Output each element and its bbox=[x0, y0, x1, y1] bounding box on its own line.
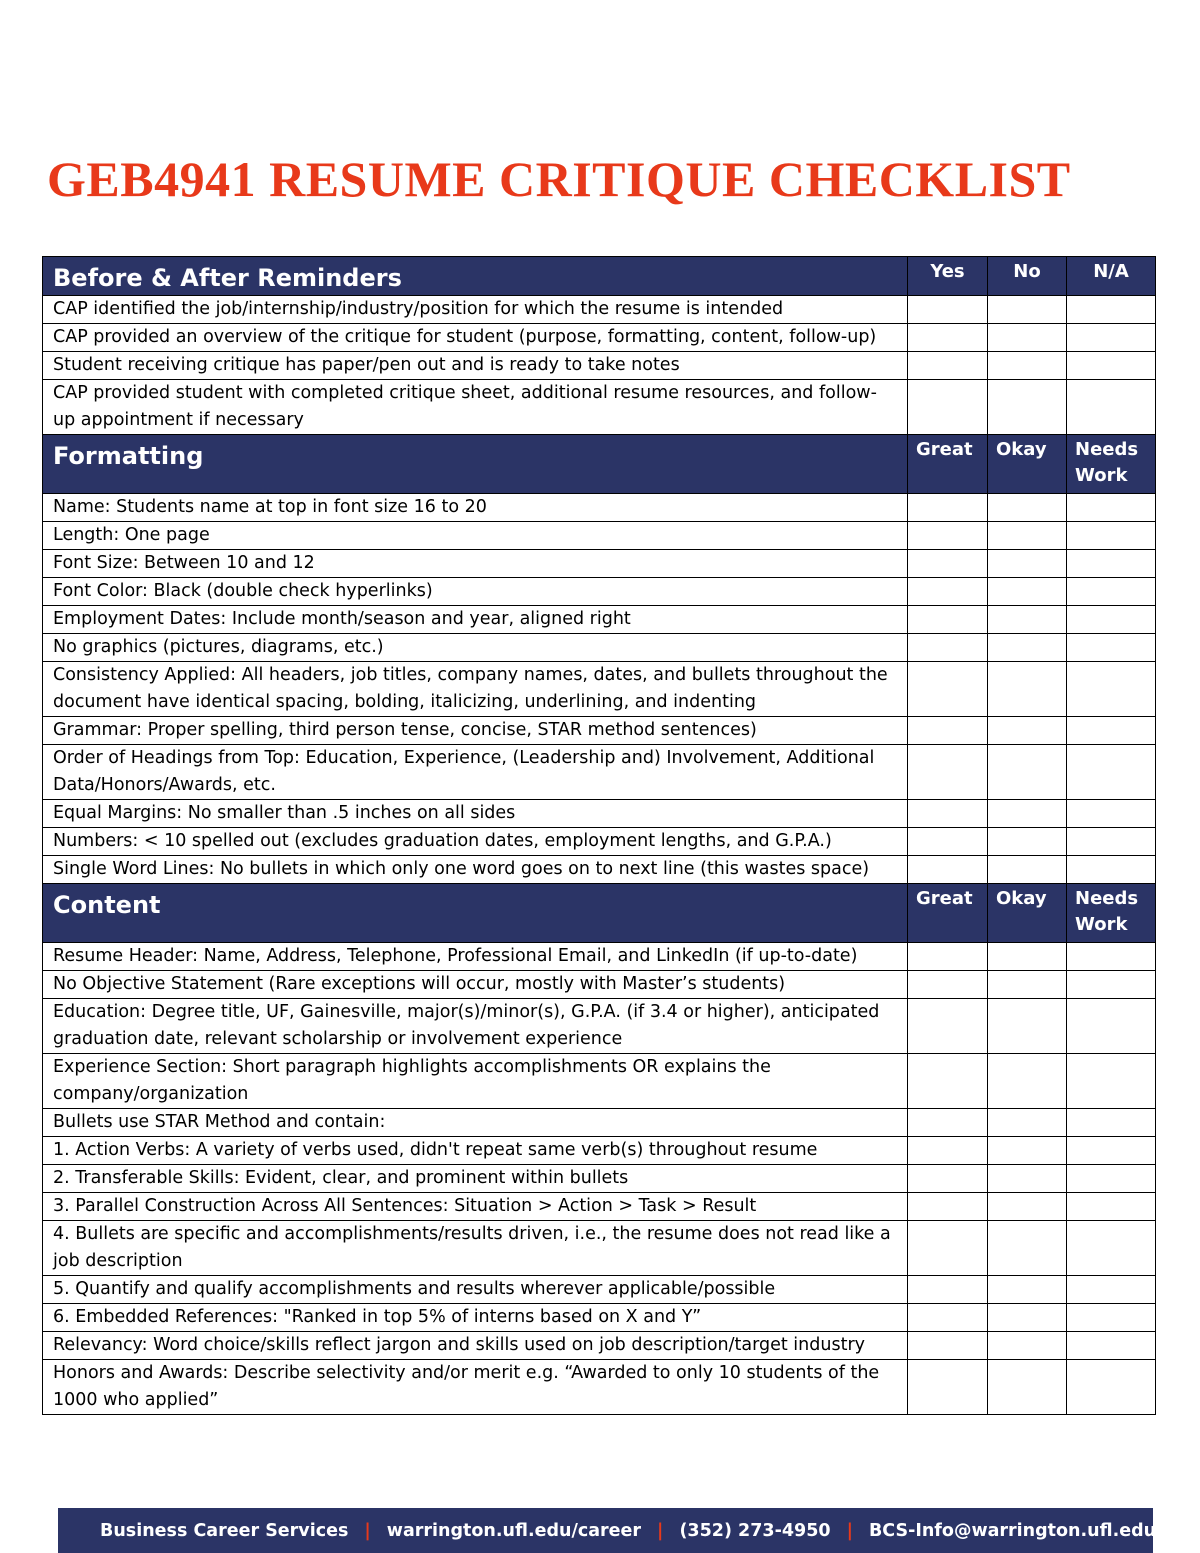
checklist-row bbox=[43, 856, 1156, 884]
checklist-row bbox=[43, 324, 1156, 352]
rating-checkbox-cell[interactable] bbox=[908, 578, 988, 606]
rating-checkbox-cell[interactable] bbox=[908, 971, 988, 999]
rating-checkbox-cell[interactable] bbox=[1067, 606, 1156, 634]
checklist-item-text: 4. Bullets are specific and accomplishments/results driven, i.e., the resume does not read like a job description bbox=[43, 1221, 908, 1276]
rating-checkbox-cell[interactable] bbox=[908, 745, 988, 800]
checklist-item-text: Employment Dates: Include month/season and year, aligned right bbox=[43, 606, 908, 634]
checklist-row bbox=[43, 522, 1156, 550]
checklist-item-text: Order of Headings from Top: Education, Experience, (Leadership and) Involvement, Additional Data/Honors/Awards, etc. bbox=[43, 745, 908, 800]
checklist-row bbox=[43, 578, 1156, 606]
rating-checkbox-cell[interactable] bbox=[908, 717, 988, 745]
rating-checkbox-cell[interactable] bbox=[1067, 1193, 1156, 1221]
rating-checkbox-cell[interactable] bbox=[988, 999, 1067, 1054]
rating-checkbox-cell[interactable] bbox=[988, 352, 1067, 380]
rating-checkbox-cell[interactable] bbox=[1067, 550, 1156, 578]
rating-checkbox-cell[interactable] bbox=[1067, 662, 1156, 717]
rating-checkbox-cell[interactable] bbox=[1067, 1276, 1156, 1304]
rating-checkbox-cell[interactable] bbox=[908, 999, 988, 1054]
checklist-item-text: Experience Section: Short paragraph highlights accomplishments OR explains the company/organization bbox=[43, 1054, 908, 1109]
checklist-row bbox=[43, 943, 1156, 971]
rating-checkbox-cell[interactable] bbox=[1067, 296, 1156, 324]
checklist-row bbox=[43, 1054, 1156, 1109]
rating-checkbox-cell[interactable] bbox=[908, 800, 988, 828]
checklist-row bbox=[43, 1193, 1156, 1221]
checklist-row bbox=[43, 1332, 1156, 1360]
checklist-item-text: Resume Header: Name, Address, Telephone, Professional Email, and LinkedIn (if up-to-date) bbox=[43, 943, 908, 971]
rating-checkbox-cell[interactable] bbox=[1067, 717, 1156, 745]
checklist-item-text: No graphics (pictures, diagrams, etc.) bbox=[43, 634, 908, 662]
rating-checkbox-cell[interactable] bbox=[908, 1360, 988, 1415]
checklist-item-text: Relevancy: Word choice/skills reflect jargon and skills used on job description/target industry bbox=[43, 1332, 908, 1360]
rating-checkbox-cell[interactable] bbox=[1067, 999, 1156, 1054]
rating-checkbox-cell[interactable] bbox=[1067, 828, 1156, 856]
checklist-row bbox=[43, 1276, 1156, 1304]
checklist-item-text: Equal Margins: No smaller than .5 inches on all sides bbox=[43, 800, 908, 828]
rating-column-header: N/A bbox=[1067, 257, 1156, 296]
rating-column-header: Okay bbox=[988, 884, 1067, 943]
rating-checkbox-cell[interactable] bbox=[908, 943, 988, 971]
footer-email-link[interactable]: BCS-Info@warrington.ufl.edu bbox=[868, 1520, 1157, 1541]
rating-checkbox-cell[interactable] bbox=[988, 662, 1067, 717]
checklist-item-text: Student receiving critique has paper/pen out and is ready to take notes bbox=[43, 352, 908, 380]
checklist-row bbox=[43, 1304, 1156, 1332]
page-title: GEB4941 RESUME CRITIQUE CHECKLIST bbox=[47, 151, 1071, 207]
checklist-item-text: CAP provided student with completed critique sheet, additional resume resources, and follow-up appointment if necessary bbox=[43, 380, 908, 435]
rating-checkbox-cell[interactable] bbox=[1067, 380, 1156, 435]
checklist-item-text: CAP provided an overview of the critique for student (purpose, formatting, content, follow-up) bbox=[43, 324, 908, 352]
rating-checkbox-cell[interactable] bbox=[908, 606, 988, 634]
rating-checkbox-cell[interactable] bbox=[988, 494, 1067, 522]
rating-checkbox-cell[interactable] bbox=[908, 494, 988, 522]
rating-checkbox-cell[interactable] bbox=[1067, 578, 1156, 606]
rating-checkbox-cell[interactable] bbox=[988, 1360, 1067, 1415]
checklist-item-text: 3. Parallel Construction Across All Sentences: Situation > Action > Task > Result bbox=[43, 1193, 908, 1221]
checklist-item-text: Bullets use STAR Method and contain: bbox=[43, 1109, 908, 1137]
checklist-item-text: CAP identified the job/internship/industry/position for which the resume is intended bbox=[43, 296, 908, 324]
footer-separator: | bbox=[657, 1520, 664, 1541]
rating-column-header: Needs Work bbox=[1067, 435, 1156, 494]
rating-checkbox-cell[interactable] bbox=[908, 1221, 988, 1276]
rating-checkbox-cell[interactable] bbox=[988, 1137, 1067, 1165]
checklist-row bbox=[43, 999, 1156, 1054]
rating-checkbox-cell[interactable] bbox=[1067, 1304, 1156, 1332]
section-heading: Content bbox=[43, 884, 908, 943]
rating-checkbox-cell[interactable] bbox=[908, 1109, 988, 1137]
section-header-row bbox=[43, 435, 1156, 494]
rating-checkbox-cell[interactable] bbox=[1067, 352, 1156, 380]
rating-checkbox-cell[interactable] bbox=[988, 522, 1067, 550]
rating-checkbox-cell[interactable] bbox=[988, 828, 1067, 856]
rating-checkbox-cell[interactable] bbox=[908, 324, 988, 352]
checklist-item-text: Grammar: Proper spelling, third person tense, concise, STAR method sentences) bbox=[43, 717, 908, 745]
rating-checkbox-cell[interactable] bbox=[1067, 1137, 1156, 1165]
rating-checkbox-cell[interactable] bbox=[988, 800, 1067, 828]
rating-checkbox-cell[interactable] bbox=[1067, 745, 1156, 800]
rating-checkbox-cell[interactable] bbox=[988, 971, 1067, 999]
rating-column-header: Needs Work bbox=[1067, 884, 1156, 943]
rating-column-header: Yes bbox=[908, 257, 988, 296]
rating-checkbox-cell[interactable] bbox=[908, 828, 988, 856]
rating-checkbox-cell[interactable] bbox=[1067, 800, 1156, 828]
rating-checkbox-cell[interactable] bbox=[988, 296, 1067, 324]
checklist-row bbox=[43, 1360, 1156, 1415]
rating-checkbox-cell[interactable] bbox=[1067, 1360, 1156, 1415]
checklist-item-text: 5. Quantify and qualify accomplishments and results wherever applicable/possible bbox=[43, 1276, 908, 1304]
rating-checkbox-cell[interactable] bbox=[988, 634, 1067, 662]
checklist-item-text: Education: Degree title, UF, Gainesville, major(s)/minor(s), G.P.A. (if 3.4 or higher), anticipated graduation date, relevant scholarship or involvement experience bbox=[43, 999, 908, 1054]
rating-checkbox-cell[interactable] bbox=[908, 662, 988, 717]
rating-checkbox-cell[interactable] bbox=[1067, 1109, 1156, 1137]
section-heading: Formatting bbox=[43, 435, 908, 494]
checklist-row bbox=[43, 662, 1156, 717]
rating-checkbox-cell[interactable] bbox=[1067, 1054, 1156, 1109]
checklist-row bbox=[43, 828, 1156, 856]
rating-checkbox-cell[interactable] bbox=[908, 856, 988, 884]
checklist-item-text: Length: One page bbox=[43, 522, 908, 550]
rating-checkbox-cell[interactable] bbox=[908, 1304, 988, 1332]
checklist-row bbox=[43, 1165, 1156, 1193]
checklist-item-text: Single Word Lines: No bullets in which only one word goes on to next line (this wastes space) bbox=[43, 856, 908, 884]
rating-checkbox-cell[interactable] bbox=[988, 745, 1067, 800]
rating-checkbox-cell[interactable] bbox=[988, 856, 1067, 884]
checklist-row bbox=[43, 800, 1156, 828]
rating-checkbox-cell[interactable] bbox=[988, 1109, 1067, 1137]
rating-checkbox-cell[interactable] bbox=[1067, 856, 1156, 884]
rating-checkbox-cell[interactable] bbox=[908, 1276, 988, 1304]
rating-column-header: Okay bbox=[988, 435, 1067, 494]
rating-checkbox-cell[interactable] bbox=[988, 1054, 1067, 1109]
checklist-row bbox=[43, 352, 1156, 380]
rating-checkbox-cell[interactable] bbox=[988, 606, 1067, 634]
checklist-row bbox=[43, 971, 1156, 999]
section-header-row bbox=[43, 257, 1156, 296]
rating-checkbox-cell[interactable] bbox=[908, 634, 988, 662]
checklist-row bbox=[43, 717, 1156, 745]
rating-checkbox-cell[interactable] bbox=[1067, 634, 1156, 662]
checklist-item-text: Font Color: Black (double check hyperlinks) bbox=[43, 578, 908, 606]
checklist-table bbox=[42, 256, 1156, 1415]
checklist-row bbox=[43, 494, 1156, 522]
checklist-row bbox=[43, 1221, 1156, 1276]
footer-bar bbox=[58, 1508, 1157, 1553]
rating-checkbox-cell[interactable] bbox=[1067, 943, 1156, 971]
rating-checkbox-cell[interactable] bbox=[908, 1165, 988, 1193]
rating-checkbox-cell[interactable] bbox=[908, 550, 988, 578]
rating-checkbox-cell[interactable] bbox=[1067, 522, 1156, 550]
checklist-item-text: 6. Embedded References: "Ranked in top 5% of interns based on X and Y” bbox=[43, 1304, 908, 1332]
rating-checkbox-cell[interactable] bbox=[908, 1137, 988, 1165]
checklist-item-text: 2. Transferable Skills: Evident, clear, and prominent within bullets bbox=[43, 1165, 908, 1193]
checklist-row bbox=[43, 745, 1156, 800]
checklist-row bbox=[43, 606, 1156, 634]
footer-separator: | bbox=[364, 1520, 371, 1541]
rating-checkbox-cell[interactable] bbox=[908, 1193, 988, 1221]
rating-checkbox-cell[interactable] bbox=[908, 522, 988, 550]
checklist-item-text: Name: Students name at top in font size 16 to 20 bbox=[43, 494, 908, 522]
rating-checkbox-cell[interactable] bbox=[988, 578, 1067, 606]
rating-column-header: No bbox=[988, 257, 1067, 296]
rating-checkbox-cell[interactable] bbox=[1067, 1332, 1156, 1360]
rating-column-header: Great bbox=[908, 435, 988, 494]
rating-checkbox-cell[interactable] bbox=[988, 324, 1067, 352]
rating-checkbox-cell[interactable] bbox=[1067, 1165, 1156, 1193]
rating-checkbox-cell[interactable] bbox=[1067, 324, 1156, 352]
footer-website-link[interactable]: warrington.ufl.edu/career bbox=[386, 1520, 642, 1541]
rating-checkbox-cell[interactable] bbox=[988, 550, 1067, 578]
checklist-row bbox=[43, 380, 1156, 435]
checklist-item-text: Honors and Awards: Describe selectivity and/or merit e.g. “Awarded to only 10 students of the 1000 who applied” bbox=[43, 1360, 908, 1415]
rating-checkbox-cell[interactable] bbox=[908, 296, 988, 324]
checklist-item-text: 1. Action Verbs: A variety of verbs used, didn't repeat same verb(s) throughout resume bbox=[43, 1137, 908, 1165]
footer-phone: (352) 273-4950 bbox=[679, 1520, 831, 1541]
rating-checkbox-cell[interactable] bbox=[988, 1193, 1067, 1221]
footer-org: Business Career Services bbox=[100, 1520, 349, 1541]
checklist-row bbox=[43, 1109, 1156, 1137]
section-heading: Before & After Reminders bbox=[43, 257, 908, 296]
checklist-item-text: Numbers: < 10 spelled out (excludes graduation dates, employment lengths, and G.P.A.) bbox=[43, 828, 908, 856]
rating-checkbox-cell[interactable] bbox=[988, 380, 1067, 435]
rating-checkbox-cell[interactable] bbox=[988, 1276, 1067, 1304]
rating-checkbox-cell[interactable] bbox=[1067, 494, 1156, 522]
rating-checkbox-cell[interactable] bbox=[988, 1304, 1067, 1332]
rating-checkbox-cell[interactable] bbox=[908, 352, 988, 380]
rating-column-header: Great bbox=[908, 884, 988, 943]
rating-checkbox-cell[interactable] bbox=[1067, 971, 1156, 999]
rating-checkbox-cell[interactable] bbox=[988, 717, 1067, 745]
checklist-row bbox=[43, 550, 1156, 578]
checklist-item-text: Font Size: Between 10 and 12 bbox=[43, 550, 908, 578]
checklist-item-text: No Objective Statement (Rare exceptions will occur, mostly with Master’s students) bbox=[43, 971, 908, 999]
rating-checkbox-cell[interactable] bbox=[988, 1332, 1067, 1360]
checklist-row bbox=[43, 296, 1156, 324]
checklist-item-text: Consistency Applied: All headers, job titles, company names, dates, and bullets throughout the document have identical spacing, bolding, italicizing, underlining, and indenting bbox=[43, 662, 908, 717]
rating-checkbox-cell[interactable] bbox=[908, 380, 988, 435]
rating-checkbox-cell[interactable] bbox=[908, 1332, 988, 1360]
checklist-row bbox=[43, 1137, 1156, 1165]
rating-checkbox-cell[interactable] bbox=[988, 1221, 1067, 1276]
rating-checkbox-cell[interactable] bbox=[1067, 1221, 1156, 1276]
section-header-row bbox=[43, 884, 1156, 943]
rating-checkbox-cell[interactable] bbox=[988, 943, 1067, 971]
checklist-row bbox=[43, 634, 1156, 662]
rating-checkbox-cell[interactable] bbox=[988, 1165, 1067, 1193]
rating-checkbox-cell[interactable] bbox=[908, 1054, 988, 1109]
footer-separator: | bbox=[846, 1520, 853, 1541]
